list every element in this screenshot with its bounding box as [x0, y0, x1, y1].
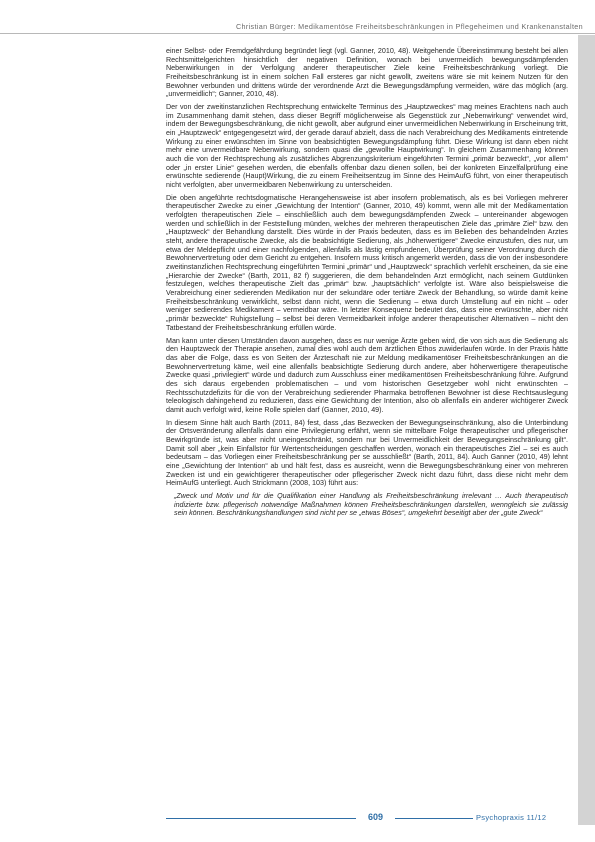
paragraph-2: Der von der zweitinstanzlichen Rechtsprechung entwickelte Terminus des „Hauptzweckes“ mag meines Erachtens nach auch im Zusammenhang damit stehen, dass dieser Begriff möglicherweise als Gegenstück zur „Nebenwirkung“ verwendet wird, indem der Bewegungsbeschränkung, die nicht gewollt, aber aufgrund einer unvermeidlichen Nebenwirkung in Erscheinung tritt, ein „Hauptzweck“ entgegengesetzt wird, der gerade darauf abzielt, dass die nach Verabreichung des Medikaments eintretende Wirkung zu einer erwünschten im Sinne von beabsichtigten Bewegungsdämpfung führt. Diese Wirkung ist dann eben nicht mehr eine unvermeidbare Nebenwirkung, sondern quasi die „gewollte Hauptwirkung“. In gleichem Zusammenhang können auch die von der Rechtsprechung als zusätzliches Abgrenzungskriterium eingeführten Termini „primär bezweckt“, „vor allem“ oder „in erster Linie“ gesehen werden, die ebenfalls offenbar dazu dienen sollen, bei der konkreten Einzelfallprüfung eine erwünschte sedierende (Haupt)Wirkung, die zu einem Freiheitsentzug im Sinne des HeimAufG führt, von einer therapeutisch nicht verfolgten, aber unvermeidbaren Nebenwirkung zu unterscheiden.: [166, 103, 568, 190]
margin-strip: [578, 35, 595, 825]
paragraph-4: Man kann unter diesen Umständen davon ausgehen, dass es nur wenige Ärzte geben wird, die von sich aus die Sedierung als den Hauptzweck der Therapie ansehen, zumal dies wohl auch dem ärztlichen Ethos zuwiderlaufen würde. In der Praxis hätte das aber die Folge, dass es von Seiten der Ärzteschaft nie zur Meldung medikamentöser Freiheitsbeschränkungen an die Bewohnervertretung käme, weil eine allenfalls beabsichtigte Sedierung durch andere, aber höherwertigere therapeutische Zwecke quasi „privilegiert“ würde und dadurch zum Ausschluss einer medikamentösen Freiheitsbeschränkung führe. Aufgrund des sich daraus ergebenden problematischen – und vom historischen Gesetzgeber wohl nicht erwünschten – Rechtsschutzdefizits für die von der Verabreichung sedierender Pharmaka betroffenen Bewohner ist diese Rechtsauslegung teleologisch dahingehend zu reduzieren, dass eine Gewichtung der Intention, also ob allenfalls ein anderer wichtigerer Zweck damit auch verfolgt wird, keine Rolle spielen darf (Ganner, 2010, 49).: [166, 336, 568, 414]
journal-name: Psychopraxis 11/12: [476, 813, 547, 822]
header-rule: [0, 33, 595, 34]
running-title: Christian Bürger: Medikamentöse Freiheitsbeschränkungen in Pflegeheimen und Krankenanstalten: [235, 22, 583, 31]
article-body: [166, 47, 568, 518]
page-header: [0, 22, 595, 35]
paragraph-3: Die oben angeführte rechtsdogmatische Herangehensweise ist aber insofern problematisch, als es bei Vorliegen mehrerer therapeutischer Zwecke zu einer „Gewichtung der Intention“ (Ganner, 2010, 49) kommt, wenn alle mit der Medikamentation verfolgten therapeutischen Ziele – einschließlich auch dem bewegungsdämpfenden Zweck – untereinander abgewogen werden und schließlich in der Feststellung münden, welches der mehreren therapeutischen Ziele das „primäre Ziel“ bzw. den „Hauptzweck“ der Behandlung darstellt. Dies würde in der Praxis bedeuten, dass es im Belieben des behandelnden Arztes steht, andere therapeutische Zwecke, als die beabsichtigte Sedierung, als „höherwertigere“ Zwecke einzustufen, dies nur, um etwa der Meldepflicht und einer nachfolgenden, allenfalls als lästig empfundenen, Überprüfung seiner Verordnung durch die Bewohnervertretung oder dem Gericht zu entgehen. Insofern muss kritisch angemerkt werden, dass die von der insbesondere zweitinstanzlichen Rechtsprechung eingeführten Termini „primär“ und „Hauptzweck“ sprachlich verfehlt erscheinen, da sie eine „Hierarchie der Zwecke“ (Barth, 2011, 82 f) suggerieren, die dem behandelnden Arzt ermöglicht, nach seinem Gutdünken festzulegen, welches therapeutische Zielt das „primär“ bzw. „hauptsächlich“ verfolgte ist. Wäre also beispielsweise die Verabreichung einer sedierenden Medikation nur der sekundäre oder tertiäre Zweck der Behandlung, so würde damit keine Freiheitsbeschränkung verwirklicht, selbst dann nicht, wenn die Sedierung – etwa durch Umstellung auf ein nicht – oder weniger sedierendes Medikament – vermeidbar wäre. In letzter Konsequenz bedeutet das, dass eine erwünschte, aber nicht „primär bezweckte“ Ruhigstellung – selbst bei deren Vermeidbarkeit infolge anderer therapeutischer Alternativen – nicht den Tatbestand der Freiheitsbeschränkung erfüllen würde.: [166, 193, 568, 332]
page-number: 609: [367, 812, 384, 822]
block-quote: „Zweck und Motiv und für die Qualifikation einer Handlung als Freiheitsbeschränkung irrelevant … Auch therapeutisch indizierte bzw. pflegerisch notwendige Maßnahmen können Freiheitsbeschränkungen darstellen, wenngleich sie zulässig sein können. Beschränkungshandlungen sind nicht per se „etwas Böses“, umgekehrt beseitigt aber der „gute Zweck“: [174, 491, 568, 518]
paragraph-1: einer Selbst- oder Fremdgefährdung begründet liegt (vgl. Ganner, 2010, 48). Weitgehende Übereinstimmung besteht bei allen Rechtsmittelgerichten hinsichtlich der negativen Definition, wonach bei unvermeidlich bewegungsdämpfenden Nebenwirkungen in der Verfolgung anderer therapeutischer Ziele keine Freiheitsbeschränkung vorliegt. Die Freiheitsbeschränkung ist in einem solchen Fall ersteres gar nicht gewollt, zweitens wäre sie mit keinem Nutzen für den Bewohner verbunden und drittens würde der verordnende Arzt die Bewegungsdämpfung vermeiden, wäre das möglich (arg. „unvermeidlich“; Ganner, 2010, 48).: [166, 47, 568, 99]
page-footer: [0, 807, 595, 827]
footer-rule-left: [166, 818, 356, 819]
footer-rule-right: [395, 818, 473, 819]
paragraph-5: In diesem Sinne hält auch Barth (2011, 84) fest, dass „das Bezwecken der Bewegungseinschränkung, also die Unterbindung der Ortsveränderung allenfalls dann eine Privilegierung erfährt, wenn sie mittelbare Folge therapeutischer und pflegerischer Bewirkgründe ist, was aber nicht uneingeschränkt, sondern nur bei Unvermeidlichkeit der Bewegungseinschränkung gilt“. Damit soll aber „kein Einfallstor für Wertentscheidungen geschaffen werden, wonach ein therapeutisches Ziel – sei es auch bedeutsam – das Vorliegen einer Freiheitsbeschränkung per se ausschließt“ (Barth, 2011, 84). Auch Ganner (2010, 49) lehnt eine „Gewichtung der Intention“ ab und hält fest, dass es ausreicht, wenn die Bewegungsbeschränkung einer von mehreren Zwecken ist und ein gewichtigerer therapeutischer oder pflegerischer Zweck nicht dazu führt, dass diese nicht mehr dem HeimAufG unterliegt. Auch Strickmann (2008, 103) führt aus:: [166, 418, 568, 488]
